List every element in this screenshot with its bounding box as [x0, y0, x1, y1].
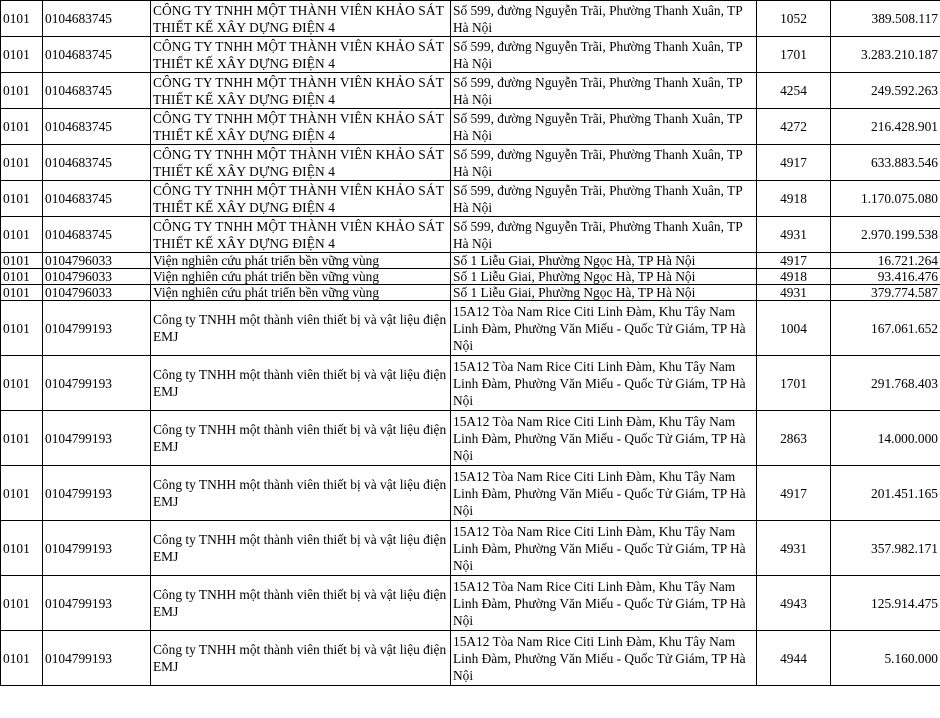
- agency-code-cell: 0101: [1, 356, 43, 411]
- tax-id-cell: 0104796033: [43, 285, 151, 301]
- tax-id-cell: 0104683745: [43, 37, 151, 73]
- chapter-code-cell: 4917: [757, 466, 831, 521]
- company-name-cell: CÔNG TY TNHH MỘT THÀNH VIÊN KHẢO SÁT THIẾT KẾ XÂY DỰNG ĐIỆN 4: [151, 217, 451, 253]
- tax-id-cell: 0104799193: [43, 411, 151, 466]
- chapter-code-cell: 1701: [757, 356, 831, 411]
- agency-code-cell: 0101: [1, 109, 43, 145]
- tax-id-cell: 0104683745: [43, 73, 151, 109]
- amount-cell: 249.592.263: [831, 73, 940, 109]
- agency-code-cell: 0101: [1, 301, 43, 356]
- address-cell: 15A12 Tòa Nam Rice Citi Linh Đàm, Khu Tây Nam Linh Đàm, Phường Văn Miếu - Quốc Tử Giám, TP Hà Nội: [451, 301, 757, 356]
- company-name-cell: CÔNG TY TNHH MỘT THÀNH VIÊN KHẢO SÁT THIẾT KẾ XÂY DỰNG ĐIỆN 4: [151, 73, 451, 109]
- address-cell: Số 599, đường Nguyễn Trãi, Phường Thanh Xuân, TP Hà Nội: [451, 181, 757, 217]
- amount-cell: 2.970.199.538: [831, 217, 940, 253]
- company-name-cell: CÔNG TY TNHH MỘT THÀNH VIÊN KHẢO SÁT THIẾT KẾ XÂY DỰNG ĐIỆN 4: [151, 1, 451, 37]
- table-row: [1, 411, 940, 466]
- tax-id-cell: 0104799193: [43, 576, 151, 631]
- table-row: [1, 73, 940, 109]
- table-row: [1, 37, 940, 73]
- address-cell: Số 599, đường Nguyễn Trãi, Phường Thanh Xuân, TP Hà Nội: [451, 145, 757, 181]
- table-row: [1, 217, 940, 253]
- chapter-code-cell: 4931: [757, 521, 831, 576]
- agency-code-cell: 0101: [1, 269, 43, 285]
- amount-cell: 633.883.546: [831, 145, 940, 181]
- address-cell: 15A12 Tòa Nam Rice Citi Linh Đàm, Khu Tây Nam Linh Đàm, Phường Văn Miếu - Quốc Tử Giám, TP Hà Nội: [451, 356, 757, 411]
- table-row: [1, 631, 940, 686]
- chapter-code-cell: 4254: [757, 73, 831, 109]
- table-row: [1, 301, 940, 356]
- company-name-cell: Công ty TNHH một thành viên thiết bị và vật liệu điện EMJ: [151, 466, 451, 521]
- tax-id-cell: 0104799193: [43, 301, 151, 356]
- chapter-code-cell: 4944: [757, 631, 831, 686]
- table-row: [1, 1, 940, 37]
- address-cell: Số 599, đường Nguyễn Trãi, Phường Thanh Xuân, TP Hà Nội: [451, 1, 757, 37]
- amount-cell: 5.160.000: [831, 631, 940, 686]
- chapter-code-cell: 4917: [757, 145, 831, 181]
- agency-code-cell: 0101: [1, 576, 43, 631]
- chapter-code-cell: 4918: [757, 181, 831, 217]
- tax-id-cell: 0104683745: [43, 1, 151, 37]
- company-name-cell: Công ty TNHH một thành viên thiết bị và vật liệu điện EMJ: [151, 521, 451, 576]
- amount-cell: 201.451.165: [831, 466, 940, 521]
- chapter-code-cell: 4918: [757, 269, 831, 285]
- amount-cell: 291.768.403: [831, 356, 940, 411]
- chapter-code-cell: 4943: [757, 576, 831, 631]
- company-name-cell: CÔNG TY TNHH MỘT THÀNH VIÊN KHẢO SÁT THIẾT KẾ XÂY DỰNG ĐIỆN 4: [151, 145, 451, 181]
- address-cell: 15A12 Tòa Nam Rice Citi Linh Đàm, Khu Tây Nam Linh Đàm, Phường Văn Miếu - Quốc Tử Giám, TP Hà Nội: [451, 521, 757, 576]
- table-row: [1, 466, 940, 521]
- chapter-code-cell: 4272: [757, 109, 831, 145]
- company-name-cell: Công ty TNHH một thành viên thiết bị và vật liệu điện EMJ: [151, 631, 451, 686]
- address-cell: Số 1 Liễu Giai, Phường Ngọc Hà, TP Hà Nội: [451, 285, 757, 301]
- tax-id-cell: 0104799193: [43, 356, 151, 411]
- agency-code-cell: 0101: [1, 1, 43, 37]
- tax-id-cell: 0104683745: [43, 181, 151, 217]
- tax-id-cell: 0104683745: [43, 109, 151, 145]
- table-row: [1, 253, 940, 269]
- amount-cell: 389.508.117: [831, 1, 940, 37]
- amount-cell: 14.000.000: [831, 411, 940, 466]
- tax-id-cell: 0104683745: [43, 145, 151, 181]
- chapter-code-cell: 2863: [757, 411, 831, 466]
- address-cell: Số 599, đường Nguyễn Trãi, Phường Thanh Xuân, TP Hà Nội: [451, 109, 757, 145]
- table-row: [1, 576, 940, 631]
- chapter-code-cell: 1701: [757, 37, 831, 73]
- address-cell: 15A12 Tòa Nam Rice Citi Linh Đàm, Khu Tây Nam Linh Đàm, Phường Văn Miếu - Quốc Tử Giám, TP Hà Nội: [451, 576, 757, 631]
- agency-code-cell: 0101: [1, 37, 43, 73]
- agency-code-cell: 0101: [1, 631, 43, 686]
- table-row: [1, 356, 940, 411]
- chapter-code-cell: 4917: [757, 253, 831, 269]
- amount-cell: 1.170.075.080: [831, 181, 940, 217]
- agency-code-cell: 0101: [1, 521, 43, 576]
- agency-code-cell: 0101: [1, 73, 43, 109]
- chapter-code-cell: 4931: [757, 217, 831, 253]
- tax-id-cell: 0104796033: [43, 269, 151, 285]
- address-cell: 15A12 Tòa Nam Rice Citi Linh Đàm, Khu Tây Nam Linh Đàm, Phường Văn Miếu - Quốc Tử Giám, TP Hà Nội: [451, 631, 757, 686]
- address-cell: Số 599, đường Nguyễn Trãi, Phường Thanh Xuân, TP Hà Nội: [451, 217, 757, 253]
- address-cell: 15A12 Tòa Nam Rice Citi Linh Đàm, Khu Tây Nam Linh Đàm, Phường Văn Miếu - Quốc Tử Giám, TP Hà Nội: [451, 411, 757, 466]
- amount-cell: 357.982.171: [831, 521, 940, 576]
- company-name-cell: Công ty TNHH một thành viên thiết bị và vật liệu điện EMJ: [151, 576, 451, 631]
- amount-cell: 16.721.264: [831, 253, 940, 269]
- agency-code-cell: 0101: [1, 181, 43, 217]
- amount-cell: 216.428.901: [831, 109, 940, 145]
- address-cell: Số 599, đường Nguyễn Trãi, Phường Thanh Xuân, TP Hà Nội: [451, 73, 757, 109]
- table-body: [1, 1, 940, 686]
- amount-cell: 125.914.475: [831, 576, 940, 631]
- table-row: [1, 269, 940, 285]
- tax-id-cell: 0104683745: [43, 217, 151, 253]
- table-row: [1, 285, 940, 301]
- table-row: [1, 145, 940, 181]
- company-name-cell: Công ty TNHH một thành viên thiết bị và vật liệu điện EMJ: [151, 356, 451, 411]
- chapter-code-cell: 4931: [757, 285, 831, 301]
- company-name-cell: Công ty TNHH một thành viên thiết bị và vật liệu điện EMJ: [151, 411, 451, 466]
- agency-code-cell: 0101: [1, 217, 43, 253]
- tax-id-cell: 0104796033: [43, 253, 151, 269]
- company-name-cell: Viện nghiên cứu phát triển bền vững vùng: [151, 285, 451, 301]
- agency-code-cell: 0101: [1, 411, 43, 466]
- tax-id-cell: 0104799193: [43, 521, 151, 576]
- address-cell: Số 599, đường Nguyễn Trãi, Phường Thanh Xuân, TP Hà Nội: [451, 37, 757, 73]
- tax-id-cell: 0104799193: [43, 466, 151, 521]
- company-name-cell: CÔNG TY TNHH MỘT THÀNH VIÊN KHẢO SÁT THIẾT KẾ XÂY DỰNG ĐIỆN 4: [151, 109, 451, 145]
- agency-code-cell: 0101: [1, 253, 43, 269]
- company-name-cell: CÔNG TY TNHH MỘT THÀNH VIÊN KHẢO SÁT THIẾT KẾ XÂY DỰNG ĐIỆN 4: [151, 181, 451, 217]
- address-cell: Số 1 Liễu Giai, Phường Ngọc Hà, TP Hà Nội: [451, 253, 757, 269]
- amount-cell: 3.283.210.187: [831, 37, 940, 73]
- amount-cell: 167.061.652: [831, 301, 940, 356]
- company-name-cell: CÔNG TY TNHH MỘT THÀNH VIÊN KHẢO SÁT THIẾT KẾ XÂY DỰNG ĐIỆN 4: [151, 37, 451, 73]
- address-cell: 15A12 Tòa Nam Rice Citi Linh Đàm, Khu Tây Nam Linh Đàm, Phường Văn Miếu - Quốc Tử Giám, TP Hà Nội: [451, 466, 757, 521]
- chapter-code-cell: 1004: [757, 301, 831, 356]
- amount-cell: 379.774.587: [831, 285, 940, 301]
- company-name-cell: Công ty TNHH một thành viên thiết bị và vật liệu điện EMJ: [151, 301, 451, 356]
- agency-code-cell: 0101: [1, 285, 43, 301]
- agency-code-cell: 0101: [1, 466, 43, 521]
- company-name-cell: Viện nghiên cứu phát triển bền vững vùng: [151, 253, 451, 269]
- chapter-code-cell: 1052: [757, 1, 831, 37]
- amount-cell: 93.416.476: [831, 269, 940, 285]
- company-name-cell: Viện nghiên cứu phát triển bền vững vùng: [151, 269, 451, 285]
- address-cell: Số 1 Liễu Giai, Phường Ngọc Hà, TP Hà Nội: [451, 269, 757, 285]
- tax-id-cell: 0104799193: [43, 631, 151, 686]
- table-row: [1, 521, 940, 576]
- agency-code-cell: 0101: [1, 145, 43, 181]
- table-row: [1, 109, 940, 145]
- table-row: [1, 181, 940, 217]
